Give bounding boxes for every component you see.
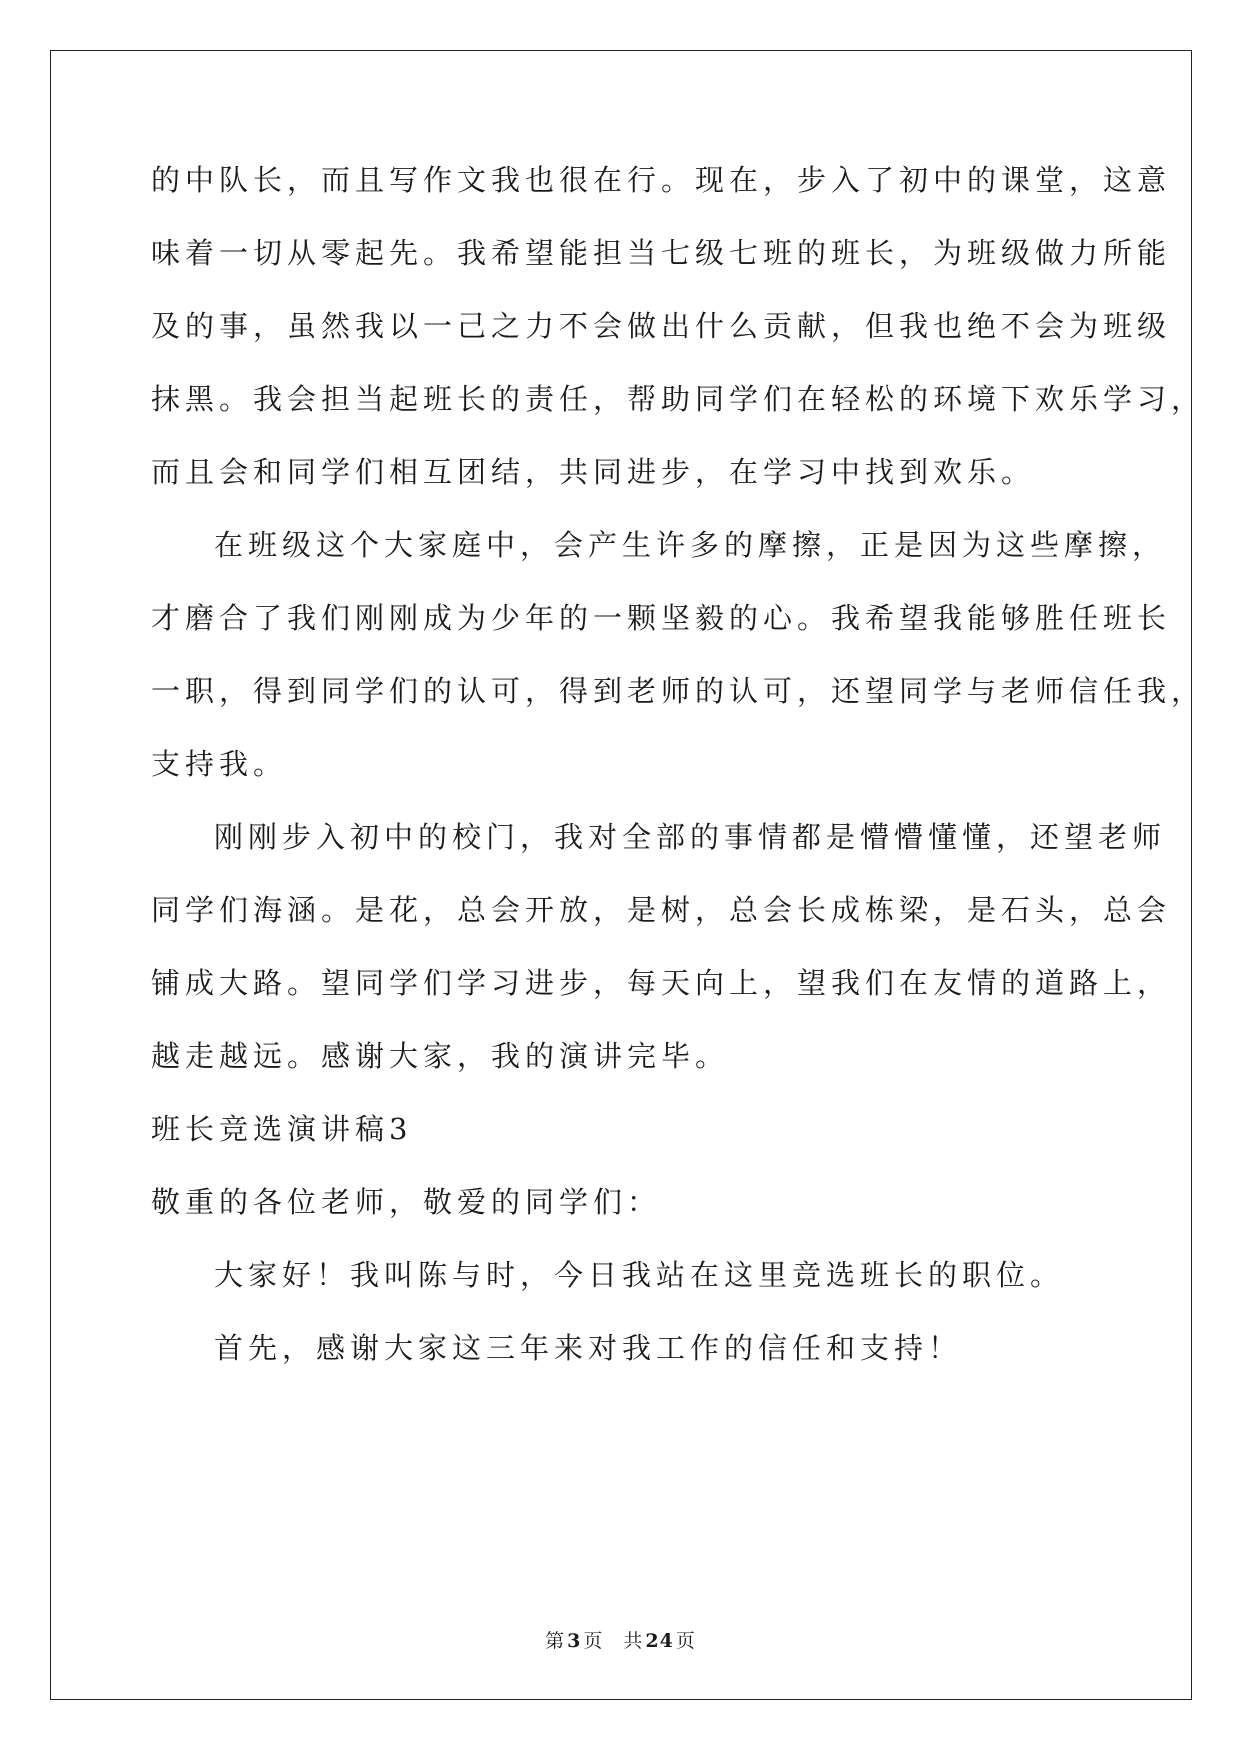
paragraph-line: 及的事，虽然我以一己之力不会做出什么贡献，但我也绝不会为班级 xyxy=(151,309,1172,343)
paragraph-line: 的中队长，而且写作文我也很在行。现在，步入了初中的课堂，这意 xyxy=(151,163,1172,197)
salutation: 敬重的各位老师，敬爱的同学们： xyxy=(151,1185,662,1219)
paragraph-line: 抹黑。我会担当起班长的责任，帮助同学们在轻松的环境下欢乐学习， xyxy=(151,382,1206,416)
page-footer xyxy=(0,1626,1241,1653)
paragraph-line: 铺成大路。望同学们学习进步，每天向上，望我们在友情的道路上， xyxy=(151,966,1172,1000)
paragraph-line: 越走越远。感谢大家，我的演讲完毕。 xyxy=(151,1039,730,1073)
page-border xyxy=(50,50,1192,1700)
paragraph-line: 同学们海涵。是花，总会开放，是树，总会长成栋梁，是石头，总会 xyxy=(151,893,1172,927)
section-heading: 班长竞选演讲稿3 xyxy=(151,1112,413,1146)
total-prefix: 共 xyxy=(623,1630,644,1652)
paragraph-line: 首先，感谢大家这三年来对我工作的信任和支持！ xyxy=(214,1331,963,1365)
paragraph-line: 味着一切从零起先。我希望能担当七级七班的班长，为班级做力所能 xyxy=(151,236,1172,270)
paragraph-line: 刚刚步入初中的校门，我对全部的事情都是懵懵懂懂，还望老师 xyxy=(214,820,1167,854)
page-number: 3 xyxy=(567,1630,582,1652)
paragraph-line: 在班级这个大家庭中，会产生许多的摩擦，正是因为这些摩擦， xyxy=(214,528,1167,562)
paragraph-line: 大家好！我叫陈与时，今日我站在这里竞选班长的职位。 xyxy=(214,1258,1065,1292)
page-prefix: 第 xyxy=(545,1630,566,1652)
total-pages: 24 xyxy=(645,1630,674,1652)
paragraph-line: 支持我。 xyxy=(151,747,288,781)
page-unit: 页 xyxy=(583,1630,604,1652)
paragraph-line: 一职，得到同学们的认可，得到老师的认可，还望同学与老师信任我， xyxy=(151,674,1206,708)
paragraph-line: 才磨合了我们刚刚成为少年的一颗坚毅的心。我希望我能够胜任班长 xyxy=(151,601,1172,635)
total-unit: 页 xyxy=(675,1630,696,1652)
paragraph-line: 而且会和同学们相互团结，共同进步，在学习中找到欢乐。 xyxy=(151,455,1036,489)
